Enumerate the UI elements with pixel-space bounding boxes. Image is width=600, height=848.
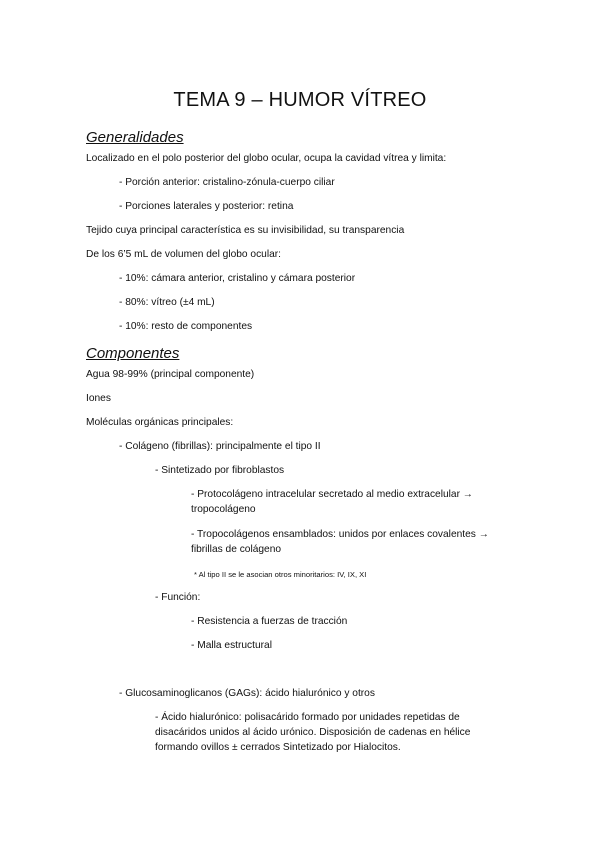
section-heading-generalidades: Generalidades xyxy=(86,129,184,146)
list-item-limit: - Porciones laterales y posterior: retina xyxy=(119,201,294,212)
list-item-function-detail: - Malla estructural xyxy=(191,640,272,651)
list-item-function-detail: - Resistencia a fuerzas de tracción xyxy=(191,616,348,627)
paragraph-location: Localizado en el polo posterior del globo ocular, ocupa la cavidad vítrea y limita: xyxy=(86,153,447,164)
footnote-collagen-types: * Al tipo II se le asocian otros minoritarios: IV, IX, XI xyxy=(194,570,367,579)
list-item-tropocollagen: - Tropocolágenos ensamblados: unidos por enlaces covalentes → xyxy=(191,529,489,540)
list-item-volume: - 80%: vítreo (±4 mL) xyxy=(119,297,215,308)
list-item-limit: - Porción anterior: cristalino-zónula-cuerpo ciliar xyxy=(119,177,335,188)
list-item-procollagen: - Protocolágeno intracelular secretado al medio extracelular → xyxy=(191,489,473,500)
list-item-synthesis: - Sintetizado por fibroblastos xyxy=(155,465,285,476)
page-title: TEMA 9 – HUMOR VÍTREO xyxy=(173,89,427,111)
list-item-volume: - 10%: cámara anterior, cristalino y cámara posterior xyxy=(119,273,356,284)
paragraph-water: Agua 98-99% (principal componente) xyxy=(86,369,255,380)
paragraph-hyaluronic-cont: formando ovillos ± cerrados Sintetizado por Hialocitos. xyxy=(155,742,401,753)
list-item-gags: - Glucosaminoglicanos (GAGs): ácido hialurónico y otros xyxy=(119,688,375,699)
paragraph-volume: De los 6’5 mL de volumen del globo ocular: xyxy=(86,249,281,260)
list-item-collagen: - Colágeno (fibrillas): principalmente el tipo II xyxy=(119,441,321,452)
paragraph-ions: Iones xyxy=(86,393,111,404)
paragraph-tissue: Tejido cuya principal característica es su invisibilidad, su transparencia xyxy=(86,225,405,236)
list-item-volume: - 10%: resto de componentes xyxy=(119,321,253,332)
list-item-tropocollagen-cont: fibrillas de colágeno xyxy=(191,544,282,555)
paragraph-hyaluronic-cont: disacáridos unidos al ácido urónico. Disposición de cadenas en hélice xyxy=(155,727,471,738)
section-heading-componentes: Componentes xyxy=(86,345,180,362)
list-item-function: - Función: xyxy=(155,592,201,603)
list-item-procollagen-cont: tropocolágeno xyxy=(191,504,256,515)
paragraph-organic: Moléculas orgánicas principales: xyxy=(86,417,234,428)
paragraph-hyaluronic: - Ácido hialurónico: polisacárido formado por unidades repetidas de xyxy=(155,712,460,723)
